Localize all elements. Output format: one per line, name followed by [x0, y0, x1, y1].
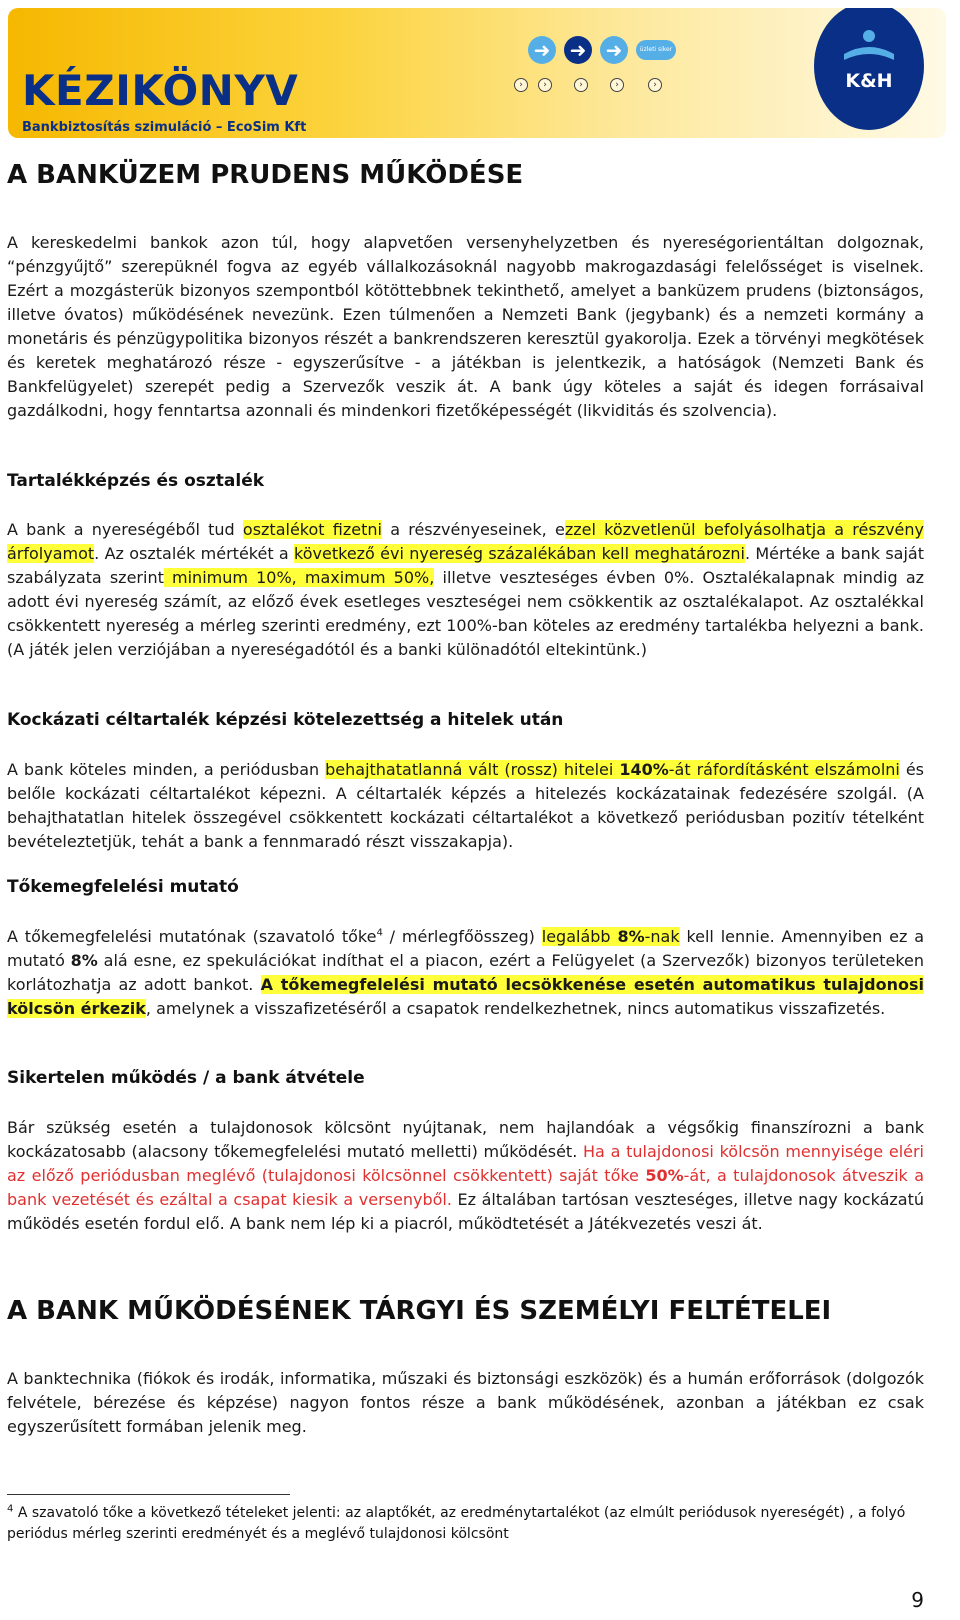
back-arrow-icon[interactable]: ➜ — [528, 36, 556, 64]
footnote-divider — [7, 1494, 290, 1495]
intro-paragraph: A kereskedelmi bankok azon túl, hogy alapvetően versenyhelyzetben és nyereségorientáltan dolgoznak, “pénzgyűjtő” szerepüknél fogva az egyéb vállalkozásoknál nagyobb makrogazdasági felelősséget is viselnek. Ezért a mozgásterük bizonyos szempontból kötöttebbnek tekinthető, amelyet a banküzem prudens (biztonságos, illetve óvatos) működésének nevezünk. Ezen túlmenően a Nemzeti Bank (jegybank) és a nemzeti kormány a monetáris és pénzügypolitika bizonyos részét a bankrendszeren keresztül gyakorolja. Ezek a törvényi megkötések és keretek meghatározó része - egyszerűsítve - a játékban is jelentkezik, a hatóságok (Nemzeti Bank és Bankfelügyelet) szerepét pedig a Szervezők veszik át. A bank úgy köteles a saját és idegen forrásaival gazdálkodni, hogy fenntartsa azonnali és mindenkori fizetőképességét (likviditás és szolvencia). — [7, 233, 924, 420]
nav-arrows — [519, 28, 708, 90]
small-arrow-icon[interactable]: › — [514, 78, 528, 92]
nav-pill-badge[interactable]: üzleti siker — [636, 40, 676, 60]
logo-circle — [814, 8, 924, 130]
footnote-text: A szavatoló tőke a következő tételeket jelenti: az alaptőkét, az eredménytartalékot (az elmúlt periódusok nyereségét) , a folyó periódus mérleg szerinti eredményét és a meglévő tulajdonosi kölcsönt — [7, 1505, 906, 1542]
section-heading: A BANKÜZEM PRUDENS MŰKÖDÉSE — [7, 160, 524, 190]
manual-title: KÉZIKÖNYV — [22, 66, 299, 115]
logo-figure-icon — [842, 28, 896, 64]
footnote-marker: 4 — [7, 1503, 14, 1515]
page-number: 9 — [911, 1588, 924, 1612]
subheading-capital: Tőkemegfelelési mutató — [7, 877, 239, 897]
footnote — [7, 1503, 924, 1545]
manual-subtitle: Bankbiztosítás szimuláció – EcoSim Kft — [22, 120, 307, 135]
small-arrow-icon[interactable]: › — [648, 78, 662, 92]
dividend-paragraph: A bank a nyereségéből tud osztalékot fizetni a részvényeseinek, ezzel közvetlenül befolyásolhatja a részvény árfolyamot. Az osztalék mértékét a következő évi nyereség százalékában kell meghatározni. Mértéke a bank saját szabályzata szerint minimum 10%, maximum 50%, illetve veszteséges évben 0%. Osztalékalapnak mindig az adott évi nyereség számít, az előző évek esetleges veszteségei nem csökkentik az osztalékalapot. Az osztalékkal csökkentett nyereség a mérleg szerinti eredmény, ezt 100%-ban köteles az eredmény tartalékba helyezni a bank. (A játék jelen verziójában a nyereségadótól és a banki különadótól eltekintünk.) — [7, 520, 925, 659]
footnote-ref[interactable]: 4 — [376, 927, 383, 939]
forward-arrow-icon[interactable]: ➜ — [564, 36, 592, 64]
header-banner — [8, 8, 946, 138]
subheading-dividend: Tartalékképzés és osztalék — [7, 471, 265, 491]
risk-paragraph: A bank köteles minden, a periódusban behajthatatlanná vált (rossz) hitelei 140%-át ráfordításként elszámolni és belőle kockázati céltartalékot képezni. A céltartalék képzés a hitelezés kockázatainak fedezésére szolgál. (A behajthatatlan hitelek összegével csökkentett kockázati céltartalékot a következő periódusban pozitív tételként bevételeztetjük, tehát a bank a fennmaradó részt visszakapja). — [7, 760, 925, 851]
failure-paragraph: Bár szükség esetén a tulajdonosok kölcsönt nyújtanak, nem hajlandóak a végsőkig finanszírozni a bank kockázatosabb (alacsony tőkemegfelelési mutató melletti) működését. Ha a tulajdonosi kölcsön mennyisége eléri az előző periódusban meglévő (tulajdonosi kölcsönnel csökkentett) saját tőke 50%-át, a tulajdonosok átveszik a bank vezetését és ezáltal a csapat kiesik a versenyből. Ez általában tartósan veszteséges, illetve nagy kockázatú működés esetén fordul elő. A bank nem lép ki a piacról, működtetését a Játékvezetés veszi át. — [7, 1118, 925, 1233]
small-arrow-icon[interactable]: › — [610, 78, 624, 92]
subheading-risk: Kockázati céltartalék képzési kötelezettség a hitelek után — [7, 710, 564, 730]
small-arrow-icon[interactable]: › — [574, 78, 588, 92]
small-arrow-icon[interactable]: › — [538, 78, 552, 92]
logo-text: K&H — [845, 70, 893, 92]
section-heading-2: A BANK MŰKÖDÉSÉNEK TÁRGYI ÉS SZEMÉLYI FELTÉTELEI — [7, 1296, 832, 1326]
kh-logo — [814, 8, 924, 138]
conditions-paragraph: A banktechnika (fiókok és irodák, informatika, műszaki és biztonsági eszközök) és a humán erőforrások (dolgozók felvétele, bérezése és képzése) nagyon fontos része a bank működésének, azonban a játékban ez csak egyszerűsített formában jelenik meg. — [7, 1369, 924, 1436]
next-arrow-icon[interactable]: ➜ — [600, 36, 628, 64]
subheading-failure: Sikertelen működés / a bank átvétele — [7, 1068, 365, 1088]
capital-paragraph: A tőkemegfelelési mutatónak (szavatoló tőke$^4$ / mérlegfőösszeg) legalább 8%-nak kell lennie. Amennyiben ez a mutató 8% alá esne, ez spekulációkat indíthat el a piacon, ezért a Felügyelet (a Szervezők) bizonyos területeken korlátozhatja az adott bankot. A tőkemegfelelési mutató lecsökkenése esetén automatikus tulajdonosi kölcsön érkezik, amelynek a visszafizetéséről a csapatok rendelkezhetnek, nincs automatikus visszafizetés. — [7, 927, 925, 1018]
